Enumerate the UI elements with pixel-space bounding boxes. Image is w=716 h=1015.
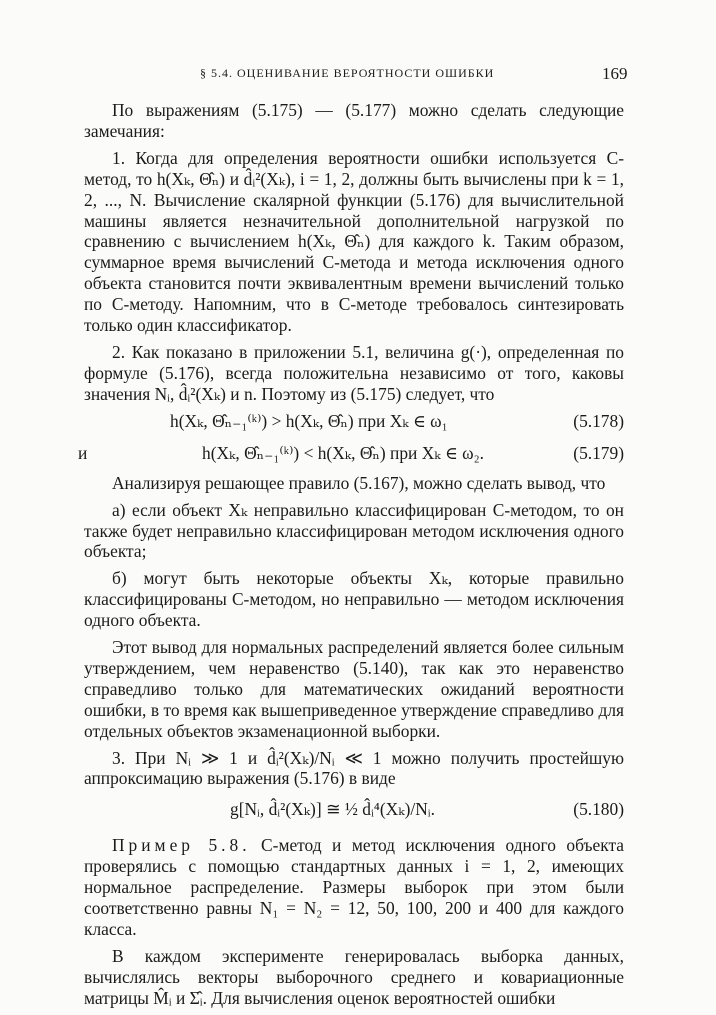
paragraph-item-2: 2. Как показано в приложении 5.1, величина g(·), определенная по формуле (5.176), всегда положительна независимо от того, каковы значения Nᵢ, d̂ᵢ²(Xₖ) и n. Поэтому из (5.175) следует, что [84,341,624,404]
formula-5-179-number: (5.179) [573,442,624,463]
formula-5-179-body: h(Xₖ, Θ̂ₙ₋₁⁽ᵏ⁾) < h(Xₖ, Θ̂ₙ) при Xₖ ∈ ω₂. [202,442,485,463]
formula-5-180-body: g[Nᵢ, d̂ᵢ²(Xₖ)] ≅ ½ d̂ᵢ⁴(Xₖ)/Nᵢ. [230,799,435,820]
paragraph-last: В каждом эксперименте генерировалась выборка данных, вычислялись векторы выборочного среднего и ковариационные матрицы M̂ᵢ и Σ̂ᵢ. Для вычисления оценок вероятностей ошибки [84,945,624,1008]
formula-5-179 [78,441,624,467]
formula-5-178-body: h(Xₖ, Θ̂ₙ₋₁⁽ᵏ⁾) > h(Xₖ, Θ̂ₙ) при Xₖ ∈ ω₁ [170,410,448,431]
page-header [0,66,716,86]
paragraph-example [84,835,624,940]
page-number: 169 [602,64,628,83]
formula-5-178 [84,409,624,435]
formula-5-180-number: (5.180) [573,799,624,820]
paragraph-conclusion: Этот вывод для нормальных распределений является более сильным утверждением, чем неравенство (5.140), так как это неравенство справедливо только для математических ожиданий вероятности ошибки, в то время как вышеприведенное утверждение справедливо для отдельных объектов экзаменационной выборки. [84,637,624,741]
page-body [78,100,624,1015]
running-title: § 5.4. ОЦЕНИВАНИЕ ВЕРОЯТНОСТИ ОШИБКИ [200,66,495,80]
paragraph-intro: По выражениям (5.175) — (5.177) можно сделать следующие замечания: [84,100,624,141]
paragraph-case-b: б) могут быть некоторые объекты Xₖ, которые правильно классифицированы C-методом, но неправильно — методом исключения одного объекта. [84,568,624,631]
example-text: C-метод и метод исключения одного объекта проверялись с помощью стандартных данных i = 1, 2, имеющих нормальное распределение. Размеры выборок при этом были соответственно равны N₁ = N₂ = 12, 50, 100, 200 и 400 для каждого класса. [84,835,624,939]
formula-5-180 [84,797,624,823]
conjunction-and: и [78,442,88,463]
example-label: Пример 5.8. [112,835,251,856]
formula-5-178-number: (5.178) [573,410,624,431]
paragraph-analysis: Анализируя решающее правило (5.167), можно сделать вывод, что [112,472,606,493]
paragraph-item-3: 3. При Nᵢ ≫ 1 и d̂ᵢ²(Xₖ)/Nᵢ ≪ 1 можно получить простейшую аппроксимацию выражения (5.176) в виде [84,747,624,789]
paragraph-item-1: 1. Когда для определения вероятности ошибки используется C-метод, то h(Xₖ, Θ̂ₙ) и d̂ᵢ²(Xₖ), i = 1, 2, должны быть вычислены при k = 1, 2, ..., N. Вычисление скалярной функции (5.176) для вычислительной машины является незначительной дополнительной нагрузкой по сравнению с вычислением h(Xₖ, Θ̂ₙ) для каждого k. Таким образом, суммарное время вычислений C-метода и метода исключения одного объекта становится почти эквивалентным времени вычислений только по C-методу. Напомним, что в C-методе требовалось синтезировать только один классификатор. [84,147,624,336]
paragraph-case-a: а) если объект Xₖ неправильно классифицирован C-методом, то он также будет неправильно классифицирован методом исключения одного объекта; [84,499,624,562]
